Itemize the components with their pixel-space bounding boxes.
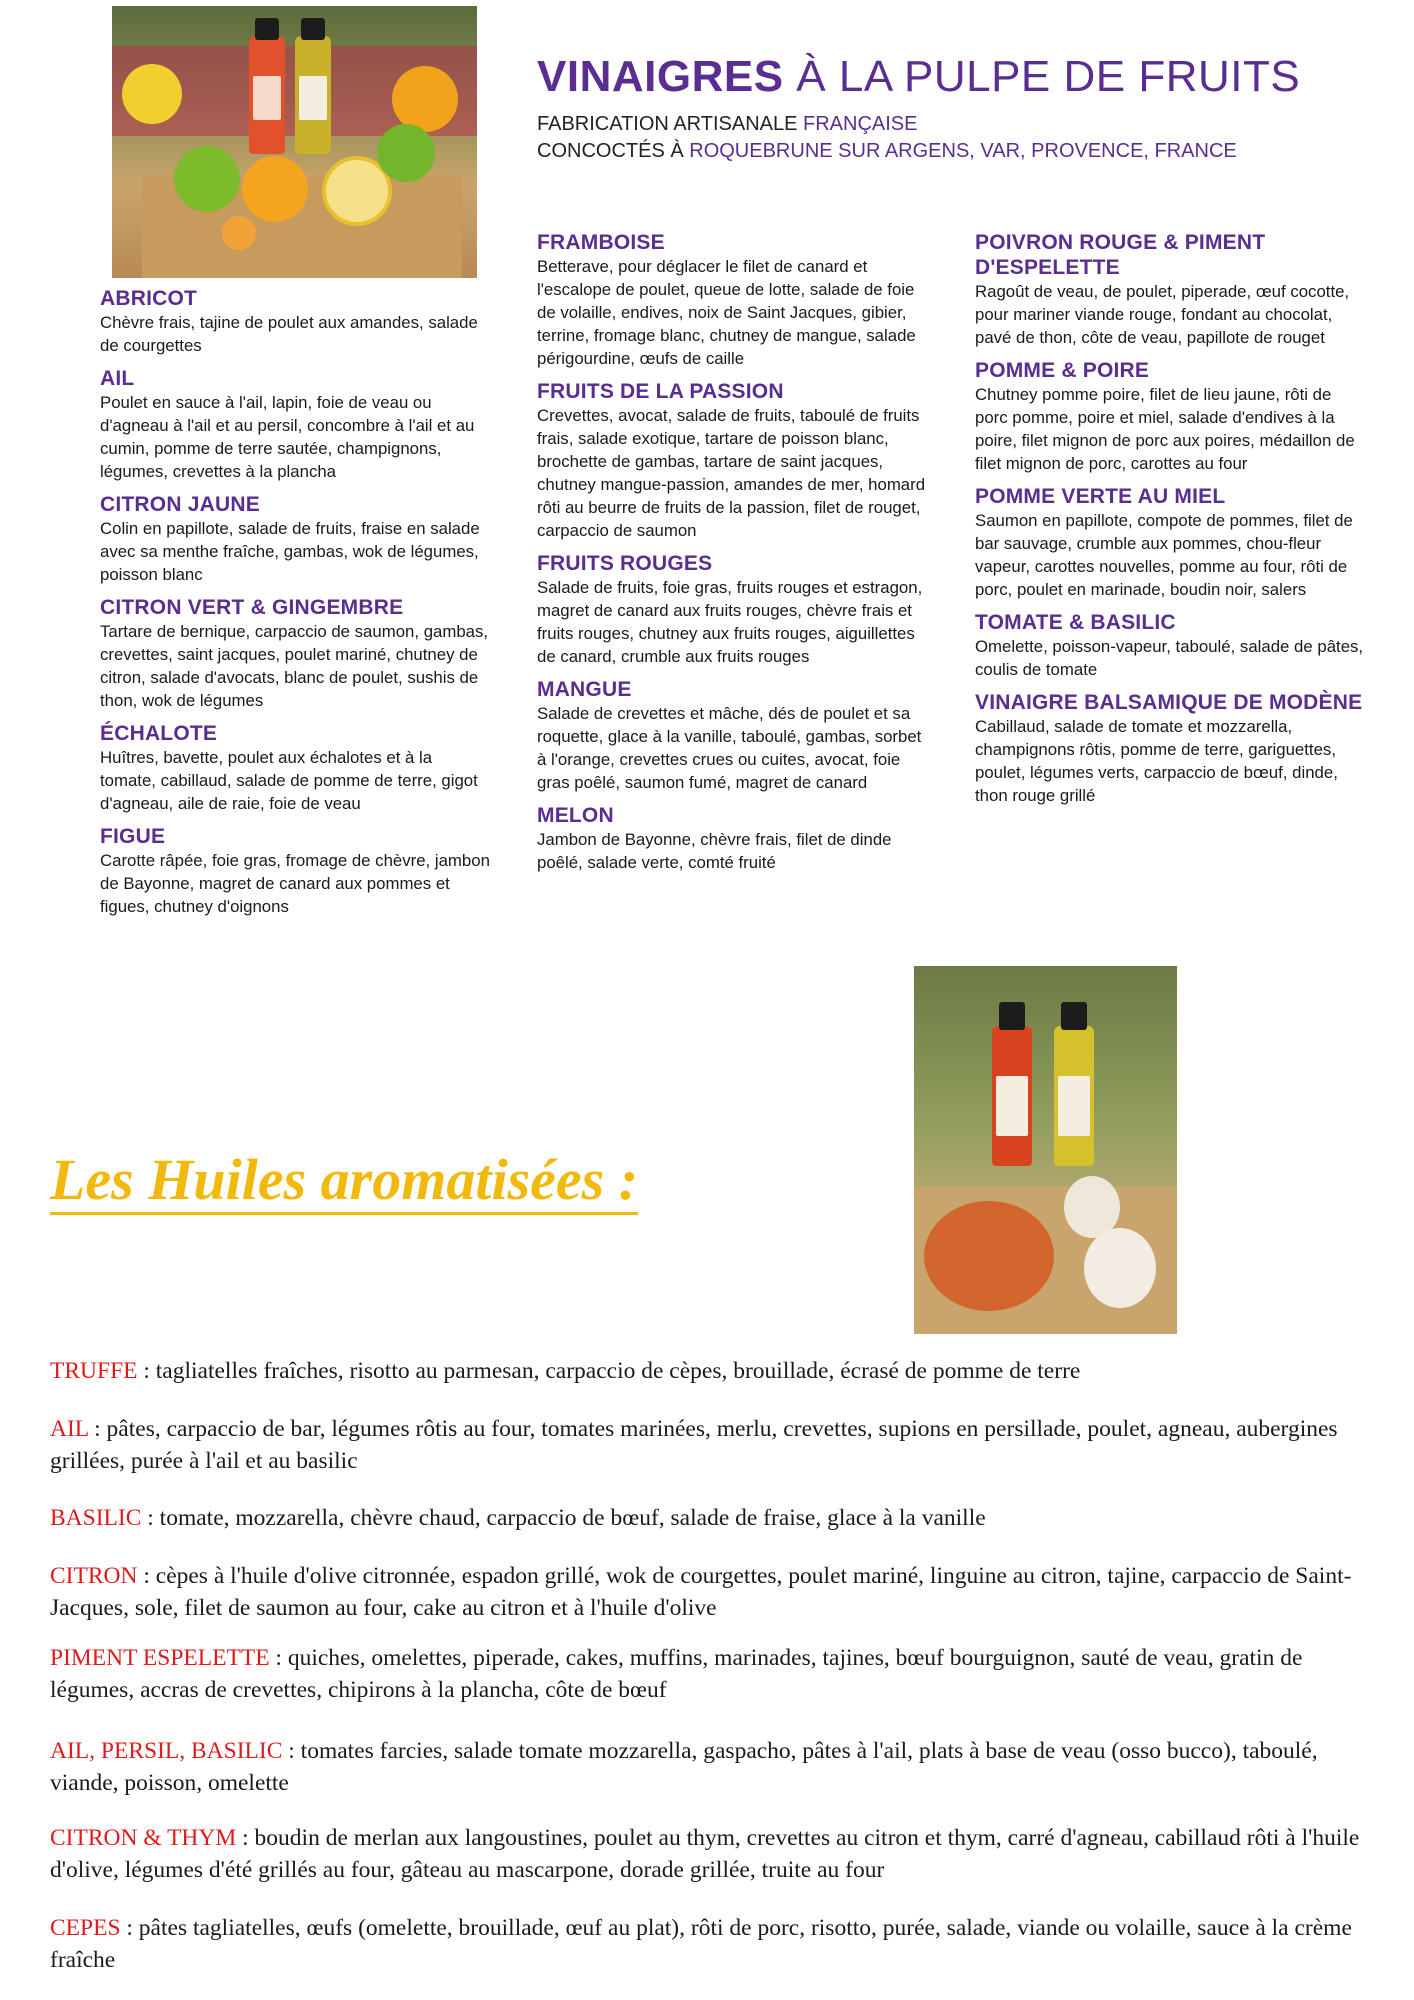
vinegar-entry [100,286,490,357]
vinegar-name: POMME & POIRE [975,359,1150,382]
vinegar-name: CITRON VERT & GINGEMBRE [100,596,404,619]
oil-entry [50,1355,1370,1387]
vinegars-subtitle-1-highlight: FRANÇAISE [803,113,918,135]
oil-pairings: : tomate, mozzarella, chèvre chaud, carpaccio de bœuf, salade de fraise, glace à la vanille [141,1505,986,1531]
oil-entry [50,1413,1370,1477]
vinegar-name: FIGUE [100,825,166,848]
vinegar-pairings: Carotte râpée, foie gras, fromage de chèvre, jambon de Bayonne, magret de canard aux pommes et figues, chutney d'oignons [100,851,490,916]
vinegar-entry [975,610,1365,681]
vinegars-title-light: À LA PULPE DE FRUITS [796,52,1301,101]
vinegar-pairings: Salade de crevettes et mâche, dés de poulet et sa roquette, glace à la vanille, taboulé, gambas, sorbet à l'orange, crevettes crues ou cuites, avocat, foie gras poêlé, saumon fumé, magret de canard [537,704,922,792]
vinegar-pairings: Cabillaud, salade de tomate et mozzarella, champignons rôtis, pomme de terre, gariguettes, poulet, légumes verts, carpaccio de bœuf, dinde, thon rouge grillé [975,717,1338,805]
oil-name: PIMENT ESPELETTE [50,1645,270,1671]
vinegar-pairings: Chutney pomme poire, filet de lieu jaune, rôti de porc pomme, poire et miel, salade d'endives à la poire, filet mignon de porc aux poires, médaillon de filet mignon de porc, carottes au four [975,385,1355,473]
oils-title: Les Huiles aromatisées : [50,1148,638,1215]
vinegar-pairings: Crevettes, avocat, salade de fruits, taboulé de fruits frais, salade exotique, tartare de poisson blanc, brochette de gambas, tartare de saint jacques, chutney mangue-passion, amandes de mer, homard rôti au beurre de fruits de la passion, filet de rouget, carpaccio de saumon [537,406,926,540]
vinegar-pairings: Huîtres, bavette, poulet aux échalotes et à la tomate, cabillaud, salade de pomme de terre, gigot d'agneau, aile de raie, foie de veau [100,748,478,813]
vinegar-pairings: Omelette, poisson-vapeur, taboulé, salade de pâtes, coulis de tomate [975,637,1364,679]
vinegar-pairings: Chèvre frais, tajine de poulet aux amandes, salade de courgettes [100,313,478,355]
vinegar-entry [975,690,1365,807]
vinegars-subtitle-2-prefix: CONCOCTÉS À [537,140,690,162]
vinegar-name: FRAMBOISE [537,231,665,254]
vinegar-entry [537,551,927,668]
vinegar-name: ÉCHALOTE [100,722,218,745]
vinegar-name: VINAIGRE BALSAMIQUE DE MODÈNE [975,691,1363,714]
vinegar-entry [537,379,927,542]
oil-pairings: : pâtes tagliatelles, œufs (omelette, brouillade, œuf au plat), rôti de porc, risotto, purée, salade, viande ou volaille, sauce à la crème fraîche [50,1915,1352,1973]
vinegar-column-3 [975,230,1365,816]
oil-entry [50,1502,1370,1534]
vinegar-entry [100,721,490,815]
vinegar-pairings: Tartare de bernique, carpaccio de saumon, gambas, crevettes, saint jacques, poulet mariné, chutney de citron, salade d'avocats, blanc de poulet, sushis de thon, wok de légumes [100,622,489,710]
vinegar-name: POMME VERTE AU MIEL [975,485,1226,508]
oil-name: TRUFFE [50,1358,138,1384]
vinegar-column-2 [537,230,927,883]
vinegar-entry [975,358,1365,475]
vinegar-entry [100,366,490,483]
vinegar-entry [537,677,927,794]
oil-name: BASILIC [50,1505,142,1531]
vinegars-title [537,52,1300,102]
vinegar-column-1 [100,286,490,927]
vinegars-subtitle-2-highlight: ROQUEBRUNE SUR ARGENS, VAR, PROVENCE, FRANCE [689,140,1237,162]
vinegar-name: MANGUE [537,678,632,701]
oil-pairings: : tomates farcies, salade tomate mozzarella, gaspacho, pâtes à l'ail, plats à base de veau (osso bucco), taboulé, viande, poisson, omelette [50,1738,1318,1796]
oil-entry [50,1642,1370,1706]
vinegar-name: FRUITS DE LA PASSION [537,380,784,403]
vinegar-pairings: Colin en papillote, salade de fruits, fraise en salade avec sa menthe fraîche, gambas, wok de légumes, poisson blanc [100,519,480,584]
vinegar-pairings: Ragoût de veau, de poulet, piperade, œuf cocotte, pour mariner viande rouge, fondant au chocolat, pavé de thon, côte de veau, papillote de rouget [975,282,1350,347]
oil-pairings: : tagliatelles fraîches, risotto au parmesan, carpaccio de cèpes, brouillade, écrasé de pomme de terre [137,1358,1081,1384]
vinegar-entry [975,484,1365,601]
oil-bottles-photo [914,966,1177,1334]
oil-entry [50,1822,1370,1886]
vinegar-entry [100,824,490,918]
vinegar-name: POIVRON ROUGE & PIMENT D'ESPELETTE [975,231,1266,279]
vinegar-name: FRUITS ROUGES [537,552,713,575]
vinegar-name: TOMATE & BASILIC [975,611,1176,634]
vinegar-pairings: Salade de fruits, foie gras, fruits rouges et estragon, magret de canard aux fruits rouges, chèvre frais et fruits rouges, chutney aux fruits rouges, aiguillettes de canard, crumble aux fruits rouges [537,578,923,666]
oil-name: CITRON [50,1563,138,1589]
vinegars-subtitle-2 [537,140,1237,163]
vinegars-subtitle-1 [537,113,917,136]
vinegar-pairings: Saumon en papillote, compote de pommes, filet de bar sauvage, crumble aux pommes, chou-fleur vapeur, carottes nouvelles, pomme au four, rôti de porc, poulet en marinade, boudin noir, salers [975,511,1353,599]
vinegar-pairings: Betterave, pour déglacer le filet de canard et l'escalope de poulet, queue de lotte, salade de foie de volaille, endives, noix de Saint Jacques, gibier, terrine, fromage blanc, chutney de mangue, salade périgourdine, œufs de caille [537,257,916,368]
oil-pairings: : quiches, omelettes, piperade, cakes, muffins, marinades, tajines, bœuf bourguignon, sauté de veau, gratin de légumes, accras de crevettes, chipirons à la plancha, côte de bœuf [50,1645,1303,1703]
vinegar-name: CITRON JAUNE [100,493,260,516]
vinegar-entry [975,230,1365,349]
vinegars-title-bold: VINAIGRES [537,52,784,101]
vinegar-entry [537,803,927,874]
oil-pairings: : pâtes, carpaccio de bar, légumes rôtis au four, tomates marinées, merlu, crevettes, supions en persillade, poulet, agneau, aubergines grillées, purée à l'ail et au basilic [50,1416,1338,1474]
vinegar-entry [100,492,490,586]
oil-entry [50,1735,1370,1799]
vinegars-subtitle-1-prefix: FABRICATION ARTISANALE [537,113,803,135]
oil-name: AIL [50,1416,89,1442]
vinegar-pairings: Jambon de Bayonne, chèvre frais, filet de dinde poêlé, salade verte, comté fruité [537,830,892,872]
vinegar-name: MELON [537,804,614,827]
vinegar-name: ABRICOT [100,287,198,310]
oil-pairings: : boudin de merlan aux langoustines, poulet au thym, crevettes au citron et thym, carré d'agneau, cabillaud rôti à l'huile d'olive, légumes d'été grillés au four, gâteau au mascarpone, dorade grillée, truite au four [50,1825,1360,1883]
vinegar-pairings: Poulet en sauce à l'ail, lapin, foie de veau ou d'agneau à l'ail et au persil, concombre à l'ail et au cumin, pomme de terre sautée, champignons, légumes, crevettes à la plancha [100,393,475,481]
oil-name: CITRON & THYM [50,1825,237,1851]
vinegar-entry [537,230,927,370]
vinegar-entry [100,595,490,712]
oil-name: CEPES [50,1915,121,1941]
oil-entry [50,1560,1370,1624]
oil-name: AIL, PERSIL, BASILIC [50,1738,283,1764]
citrus-bottles-photo [112,6,477,278]
vinegar-name: AIL [100,367,135,390]
oil-pairings: : cèpes à l'huile d'olive citronnée, espadon grillé, wok de courgettes, poulet mariné, linguine au citron, tajine, carpaccio de Saint-Jacques, sole, filet de saumon au four, cake au citron et à l'huile d'olive [50,1563,1352,1621]
oil-entry [50,1912,1370,1976]
